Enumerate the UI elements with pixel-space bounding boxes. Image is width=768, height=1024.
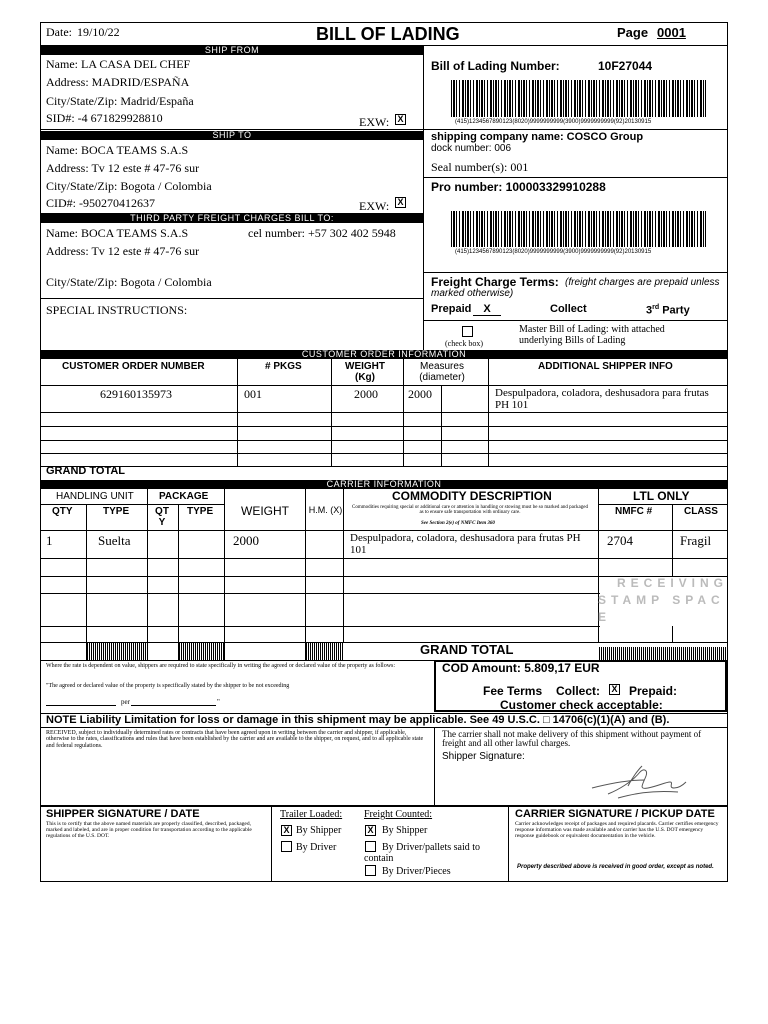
hatched-cell: [179, 643, 224, 660]
third-party-city: City/State/Zip: Bogota / Colombia: [46, 275, 212, 289]
freight-by-shipper-label: By Shipper: [382, 825, 428, 836]
divider: [178, 504, 179, 660]
third-party-number: 3: [646, 304, 653, 317]
col-weight: WEIGHT (Kg): [345, 361, 385, 383]
third-party-header: THIRD PARTY FREIGHT CHARGES BILL TO:: [41, 214, 423, 223]
carrier-description-cell: Despulpadora, coladora, deshusadora para frutas PH 101: [350, 532, 581, 556]
bol-number-label: Bill of Lading Number:: [431, 59, 560, 73]
divider: [441, 385, 442, 467]
barcode-caption: (415)1234567890123(8020)9999999999(3900)9999999999(92)20130915: [455, 119, 652, 125]
page-title: BILL OF LADING: [316, 24, 460, 44]
divider: [40, 385, 728, 386]
carrier-delivery-text: The carrier shall not make delivery of this shipment without payment of freight and all other lawful charges.: [442, 729, 702, 749]
col-additional-shipper-info: ADDITIONAL SHIPPER INFO: [538, 361, 673, 372]
class-cell: Fragil: [680, 533, 712, 548]
seal-numbers: Seal number(s): 001: [431, 160, 529, 174]
ship-from-exw-label: EXW:: [359, 115, 390, 129]
customer-order-header: CUSTOMER ORDER INFORMATION: [41, 350, 727, 359]
ship-to-exw-label: EXW:: [359, 199, 390, 213]
ship-to-address: Address: Tv 12 este # 47-76 sur: [46, 161, 200, 175]
divider: [224, 489, 225, 660]
third-party-option: [646, 304, 690, 317]
barcode-image-2: [451, 211, 706, 247]
carrier-grand-total: GRAND TOTAL: [420, 642, 514, 657]
carrier-qty-cell: 1: [46, 533, 53, 548]
declared-value-text: Where the rate is dependent on value, shippers are required to state specifically in writing the agreed or declared value of the property as follows:: [46, 663, 396, 669]
master-bol-checkbox[interactable]: [462, 326, 473, 337]
property-received-note: Property described above is received in good order, except as noted.: [517, 864, 714, 870]
date-value: 19/10/22: [77, 25, 120, 39]
ship-to-exw-checkbox[interactable]: X: [395, 197, 406, 208]
divider: [271, 805, 272, 882]
col-measures: Measures (diameter): [419, 361, 465, 383]
ship-to-city: City/State/Zip: Bogota / Colombia: [46, 179, 212, 193]
freight-by-driver-pieces-label: By Driver/Pieces: [382, 866, 451, 877]
trailer-by-driver-label: By Driver: [296, 842, 337, 853]
fee-prepaid-label: Prepaid:: [629, 684, 678, 698]
declared-value-quote: ": [217, 698, 220, 706]
divider: [403, 359, 404, 467]
divider: [40, 805, 728, 807]
col-pkg-type: TYPE: [187, 506, 214, 517]
hatched-cell: [599, 647, 726, 660]
third-party-name: Name: BOCA TEAMS S.A.S: [46, 226, 189, 240]
col-hm: H.M. (X): [308, 505, 343, 515]
hatched-cell: [87, 643, 147, 660]
dock-number: dock number: 006: [431, 143, 512, 154]
divider: [40, 593, 600, 594]
check-box-label: (check box): [445, 339, 483, 348]
carrier-type-cell: Suelta: [98, 533, 131, 548]
receiving-stamp-space: RECEIVING: [617, 576, 729, 590]
carrier-information-header: CARRIER INFORMATION: [41, 480, 727, 489]
freight-by-shipper-checkbox[interactable]: X: [365, 825, 376, 836]
divider: [672, 626, 673, 642]
master-bol-text: Master Bill of Lading: with attached underlying Bills of Lading: [519, 324, 665, 346]
divider: [40, 626, 600, 627]
page-label: Page: [617, 25, 649, 40]
customer-order-grand-total: GRAND TOTAL: [46, 465, 126, 477]
divider: [40, 530, 728, 531]
col-package: PACKAGE: [159, 491, 209, 502]
measures-cell: 2000: [408, 387, 432, 401]
divider: [40, 298, 424, 299]
divider: [434, 727, 435, 805]
third-party-word: Party: [662, 304, 690, 317]
cod-amount: COD Amount: 5.809,17 EUR: [442, 661, 600, 675]
special-instructions: SPECIAL INSTRUCTIONS:: [46, 303, 188, 317]
pro-number: Pro number: 100003329910288: [431, 180, 606, 194]
commodity-note: Commodities requiring special or additional care or attention in handling or stowing must be so marked and packaged as to ensure safe transportation with ordinary care.: [352, 505, 588, 516]
divider: [86, 504, 87, 660]
divider: [488, 359, 489, 467]
divider: [40, 466, 728, 467]
declared-value-line[interactable]: [46, 705, 116, 706]
divider: [423, 272, 728, 273]
receiving-stamp-space-line3: E: [598, 610, 607, 624]
shipper-signature-title: SHIPPER SIGNATURE / DATE: [46, 808, 200, 820]
hatched-cell: [306, 643, 343, 660]
customer-check-acceptable: Customer check acceptable:: [500, 698, 663, 712]
shipping-company: shipping company name: COSCO Group: [431, 131, 644, 143]
order-number-cell: 629160135973: [100, 387, 172, 401]
fee-collect-label: Collect:: [556, 684, 601, 698]
weight-cell: 2000: [354, 387, 378, 401]
collect-label: Collect: [550, 303, 587, 315]
divider: [40, 558, 728, 559]
shipper-signature-text: This is to certify that the above named materials are properly classified, described, packaged, marked and labeled, and are in proper condition for transportation according to the applicable regulations of the U.S. DOT.: [46, 821, 252, 839]
divider: [40, 426, 728, 427]
trailer-by-driver-checkbox[interactable]: [281, 841, 292, 852]
declared-value-per-line[interactable]: [131, 705, 216, 706]
divider: [508, 805, 509, 882]
received-text: RECEIVED, subject to individually determined rates or contracts that have been agreed upon in writing between the carrier and shipper, if applicable, otherwise to the rates, classifications and rules that have been established by the carrier and are available to the shipper, on request, and to all applicable state and federal regulations.: [46, 730, 424, 749]
shipper-signature-image: [588, 760, 688, 802]
carrier-weight-cell: 2000: [233, 533, 259, 548]
divider: [423, 45, 424, 351]
divider: [40, 440, 728, 441]
shipper-signature-label: Shipper Signature:: [442, 751, 525, 762]
col-ltl-only: LTL ONLY: [633, 489, 690, 503]
prepaid-label: Prepaid: [431, 303, 472, 315]
divider: [40, 453, 728, 454]
divider: [147, 489, 148, 660]
divider: [598, 504, 728, 505]
third-party-suffix: rd: [652, 304, 660, 311]
freight-terms-label: Freight Charge Terms:: [431, 275, 559, 289]
ship-from-header: SHIP FROM: [41, 46, 423, 55]
divider: [343, 489, 344, 643]
col-pkgs: # PKGS: [265, 361, 302, 372]
col-weight-carrier: WEIGHT: [241, 504, 289, 518]
commodity-note-2: See Section 2(e) of NMFC Item 360: [421, 521, 495, 526]
freight-by-driver-pallets-label: By Driver/pallets said to contain: [364, 842, 481, 864]
trailer-by-shipper-label: By Shipper: [296, 825, 342, 836]
trailer-loaded-label: Trailer Loaded:: [280, 809, 343, 820]
fee-collect-checkbox[interactable]: X: [609, 684, 620, 695]
divider: [423, 177, 728, 178]
col-type: TYPE: [103, 506, 130, 517]
divider: [423, 129, 728, 130]
ship-from-exw-checkbox[interactable]: X: [395, 114, 406, 125]
nmfc-cell: 2704: [607, 533, 633, 548]
bol-number-value: 10F27044: [598, 59, 653, 73]
ship-from-name: Name: LA CASA DEL CHEF: [46, 57, 191, 71]
page-number: 0001: [657, 25, 686, 40]
col-handling-unit: HANDLING UNIT: [56, 491, 134, 502]
divider: [40, 412, 728, 413]
divider: [40, 727, 728, 728]
col-commodity-description: COMMODITY DESCRIPTION: [392, 489, 552, 503]
ship-to-header: SHIP TO: [41, 131, 423, 140]
freight-terms-note: (freight charges are prepaid unless marked otherwise): [431, 277, 720, 299]
ship-from-address: Address: MADRID/ESPAÑA: [46, 75, 190, 89]
divider: [672, 504, 673, 576]
shipper-info-cell: Despulpadora, coladora, deshusadora para frutas PH 101: [495, 387, 709, 411]
carrier-signature-text: Carrier acknowledges receipt of packages and required placards. Carrier certifies emergency response information was made available and/or carrier has the U.S. DOT emergency response guidebook or equivalent documentation in the vehicle.: [515, 821, 719, 839]
receiving-stamp-space-line2: STAMP SPAC: [598, 593, 725, 607]
ship-to-name: Name: BOCA TEAMS S.A.S: [46, 143, 189, 157]
third-party-address: Address: Tv 12 este # 47-76 sur: [46, 244, 200, 258]
divider: [331, 359, 332, 467]
divider: [40, 504, 224, 505]
divider: [237, 359, 238, 467]
fee-terms-label: Fee Terms: [483, 684, 543, 698]
freight-by-driver-pieces-checkbox[interactable]: [365, 865, 376, 876]
declared-value-text-2: "The agreed or declared value of the property is specifically stated by the shipper to be not exceeding: [46, 683, 290, 689]
ship-from-sid: SID#: -4 671829928810: [46, 111, 163, 125]
barcode-caption-2: (415)1234567890123(8020)9999999999(3900)9999999999(92)20130915: [455, 249, 652, 255]
third-party-cel: cel number: +57 302 402 5948: [248, 226, 396, 240]
carrier-signature-title: CARRIER SIGNATURE / PICKUP DATE: [515, 808, 715, 820]
freight-counted-label: Freight Counted:: [364, 809, 433, 820]
prepaid-mark[interactable]: X: [473, 304, 501, 316]
col-customer-order-number: CUSTOMER ORDER NUMBER: [62, 361, 205, 372]
pkgs-cell: 001: [244, 387, 262, 401]
ship-to-cid: CID#: -950270412637: [46, 196, 155, 210]
col-class: CLASS: [684, 506, 718, 517]
ship-from-city: City/State/Zip: Madrid/España: [46, 94, 194, 108]
liability-note: NOTE Liability Limitation for loss or damage in this shipment may be applicable. See 49 U.S.C. □ 14706(c)(1)(A) and (B).: [46, 714, 670, 726]
trailer-by-shipper-checkbox[interactable]: X: [281, 825, 292, 836]
barcode-image: [451, 80, 706, 117]
date-label: Date:: [46, 25, 72, 39]
divider: [423, 320, 728, 321]
col-nmfc: NMFC #: [615, 506, 653, 517]
col-qty: QTY: [52, 506, 73, 517]
col-pkg-qty: QTY: [155, 506, 169, 528]
declared-value-per: per: [121, 698, 130, 706]
divider: [305, 489, 306, 660]
